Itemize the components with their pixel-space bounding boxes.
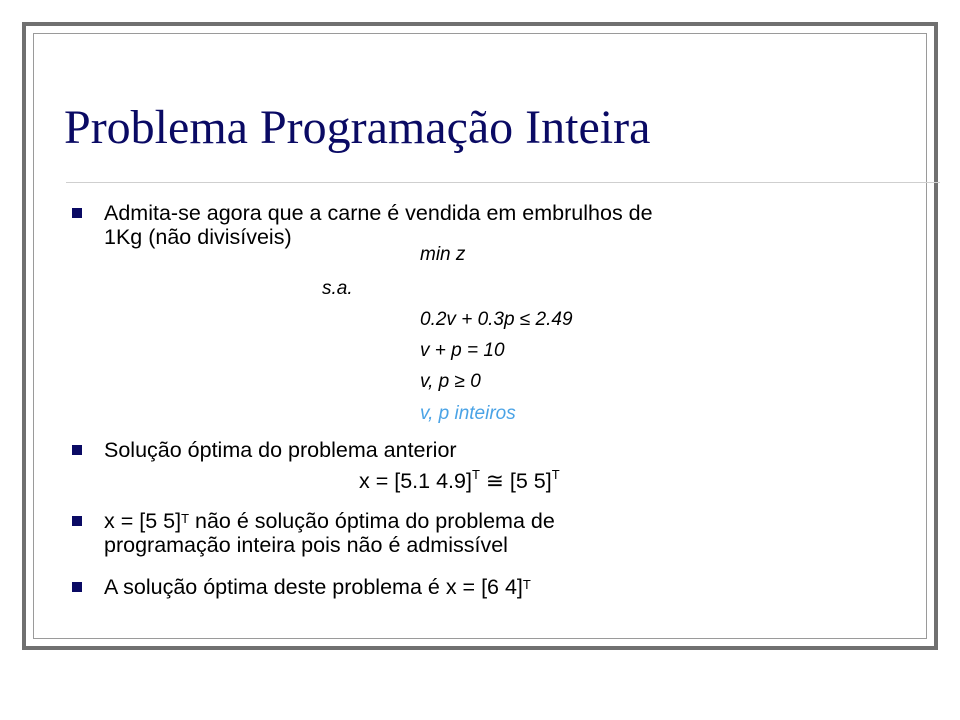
transpose-mark: T bbox=[522, 577, 531, 592]
bullet-3-rest: não é solução óptima do problema de bbox=[189, 509, 555, 533]
bullet-marker-3 bbox=[72, 516, 82, 526]
transpose-mark: T bbox=[551, 467, 560, 482]
continuous-solution: x = [5.1 4.9] bbox=[359, 469, 472, 493]
bullet-3-vector: x = [5 5] bbox=[104, 509, 182, 533]
model-objective: min z bbox=[420, 244, 466, 265]
bullet-3-line-1 bbox=[104, 509, 555, 533]
model-constraint-integer: v, p inteiros bbox=[420, 403, 516, 424]
model-constraint-1: 0.2v + 0.3p ≤ 2.49 bbox=[420, 309, 573, 330]
slide-title: Problema Programação Inteira bbox=[64, 101, 651, 154]
bullet-1-line-2: 1Kg (não divisíveis) bbox=[104, 225, 292, 249]
bullet-3-line-2: programação inteira pois não é admissível bbox=[104, 533, 508, 557]
bullet-1-line-1: Admita-se agora que a carne é vendida em embrulhos de bbox=[104, 201, 653, 225]
bullet-2-text: Solução óptima do problema anterior bbox=[104, 438, 457, 462]
model-constraint-3: v, p ≥ 0 bbox=[420, 371, 481, 392]
transpose-mark: T bbox=[181, 511, 190, 526]
transpose-mark: T bbox=[471, 467, 480, 482]
continuous-solution-formula bbox=[359, 469, 560, 494]
title-divider bbox=[66, 182, 940, 183]
rounded-solution: ≅ [5 5] bbox=[479, 469, 552, 493]
bullet-marker-2 bbox=[72, 445, 82, 455]
bullet-marker-1 bbox=[72, 208, 82, 218]
model-constraint-2: v + p = 10 bbox=[420, 340, 505, 361]
bullet-marker-4 bbox=[72, 582, 82, 592]
bullet-4-text: A solução óptima deste problema é x = [6 4] bbox=[104, 575, 523, 599]
model-subject-to: s.a. bbox=[322, 278, 353, 299]
bullet-4-line bbox=[104, 575, 531, 599]
